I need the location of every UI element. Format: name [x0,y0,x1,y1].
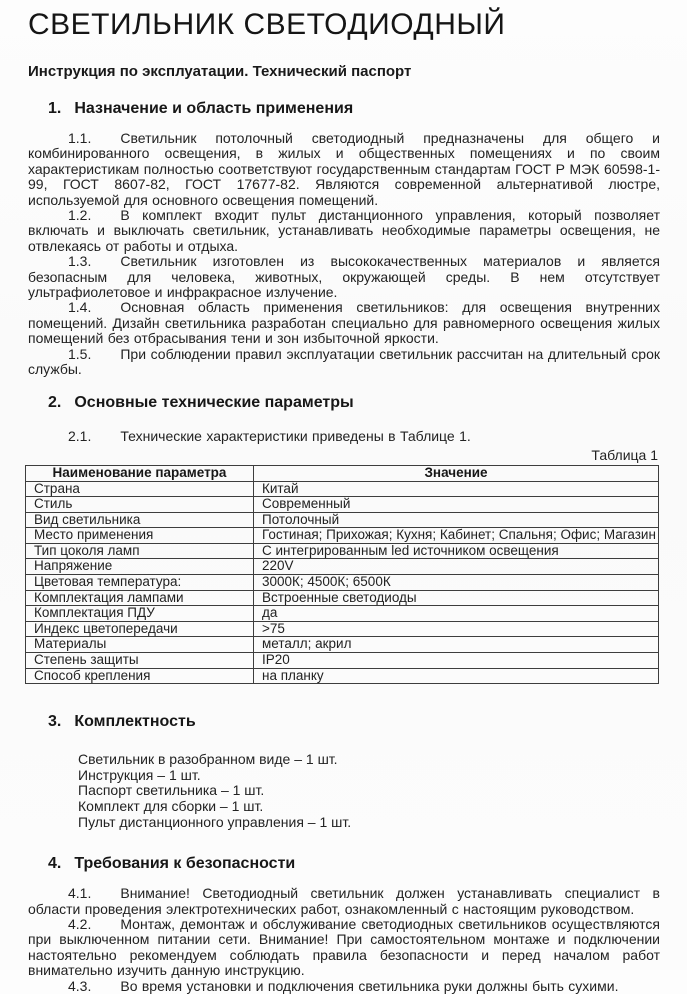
paragraph-4-1-number: 4.1. [68,885,92,902]
paragraph-4-1 [28,886,660,917]
table-caption: Таблица 1 [591,446,658,463]
table-row [26,543,659,559]
paragraph-1-1 [28,131,660,208]
paragraph-1-3 [28,254,660,300]
paragraph-4-2-number: 4.2. [68,916,92,932]
table-header-parameter: Наименование параметра [26,465,254,481]
param-name: Индекс цветопередачи [26,621,254,637]
table-row [26,653,659,669]
section-4-heading [28,854,660,873]
paragraph-2-1-number: 2.1. [68,427,92,444]
section-1-heading [28,99,660,118]
section-4-number: 4. [48,855,62,873]
paragraph-1-5 [28,347,660,378]
paragraph-1-1-text: Светильник потолочный светодиодный предназначены для общего и комбинированного освещения, в жилых и общественных помещениях и по своим характеристикам полностью соответствуют государственным стандартам ГОСТ Р МЭК 60598-1-99, ГОСТ 8607-82, ГОСТ 17677-82. Являются современной альтернативой люстре, используемой для основного освещения помещений. [28,130,660,208]
param-name: Цветовая температура: [26,575,254,591]
param-name: Вид светильника [26,512,254,528]
paragraph-4-1-text: Внимание! Светодиодный светильник должен устанавливать специалист в области проведения электротехнических работ, ознакомленный с настоящим руководством. [28,885,660,917]
document-subtitle: Инструкция по эксплуатации. Технический паспорт [28,63,412,80]
param-value: >75 [254,621,659,637]
paragraph-1-3-text: Светильник изготовлен из высококачественных материалов и является безопасным для человека, животных, окружающей среды. В нем отсутствует ультрафиолетовое и инфракрасное излучение. [28,253,660,301]
section-2-heading [28,393,660,412]
paragraph-1-2-number: 1.2. [68,207,92,224]
section-4-body [28,886,660,994]
table-header-value: Значение [254,465,659,481]
table-row [26,590,659,606]
param-name: Место применения [26,528,254,544]
kit-item: Комплект для сборки – 1 шт. [78,798,264,814]
param-value: на планку [254,668,659,684]
section-1-body [28,131,660,378]
param-value: металл; акрил [254,637,659,653]
paragraph-4-3-text: Во время установки и подключения светильника руки должны быть сухими. [120,977,619,994]
param-value: IP20 [254,653,659,669]
paragraph-1-3-number: 1.3. [68,253,92,270]
paragraph-4-2-text: Монтаж, демонтаж и обслуживание светодиодных светильников осуществляются при выключенном питании сети. Внимание! При самостоятельном монтаже и подключении настоятельно рекомендуем соблюдать правила безопасности и перед началом работ внимательно изучить данную инструкцию. [28,916,660,979]
kit-item: Пульт дистанционного управления – 1 шт. [78,813,352,830]
section-3-title: Комплектность [74,713,196,731]
table-row [26,528,659,544]
table-header-row [26,465,659,481]
param-name: Напряжение [26,559,254,575]
param-name: Тип цоколя ламп [26,543,254,559]
section-3-heading [28,712,660,731]
paragraph-4-2 [28,917,660,979]
paragraph-1-2-text: В комплект входит пульт дистанционного управления, который позволяет включать и выключать светильник, устанавливать необходимые параметры освещения, не отвлекаясь от работы и отдыха. [28,207,660,254]
section-2-title: Основные технические параметры [74,393,354,411]
kit-item: Инструкция – 1 шт. [78,766,201,783]
section-2-number: 2. [48,393,62,411]
param-value: Китай [254,481,659,497]
param-name: Стиль [26,497,254,513]
paragraph-1-4 [28,300,660,346]
table-row [26,481,659,497]
kit-item: Светильник в разобранном виде – 1 шт. [78,751,338,768]
param-value: Современный [254,497,659,513]
param-name: Комплектация лампами [26,590,254,606]
paragraph-1-5-number: 1.5. [68,345,92,362]
section-3-number: 3. [48,713,62,731]
table-row [26,606,659,622]
document-title: СВЕТИЛЬНИК СВЕТОДИОДНЫЙ [28,8,506,41]
table-row [26,512,659,528]
param-name: Способ крепления [26,668,254,684]
param-name: Материалы [26,637,254,653]
param-value: да [254,606,659,622]
param-value: С интегрированным led источником освещения [254,543,659,559]
param-value: 220V [254,559,659,575]
paragraph-1-5-text: При соблюдении правил эксплуатации светильник рассчитан на длительный срок службы. [28,345,660,378]
kit-contents-list [28,752,660,830]
param-value: 3000К; 4500К; 6500К [254,575,659,591]
parameters-table [25,465,659,684]
table-row [26,497,659,513]
param-value: Потолочный [254,512,659,528]
paragraph-1-2 [28,208,660,254]
paragraph-2-1 [28,429,660,444]
table-row [26,575,659,591]
kit-item: Паспорт светильника – 1 шт. [78,782,265,799]
paragraph-1-1-number: 1.1. [68,130,92,146]
paragraph-1-4-text: Основная область применения светильников: для освещения внутренних помещений. Дизайн светильника разработан специально для равномерного освещения жилых помещений без отбрасывания тени и зон избыточной яркости. [28,299,660,347]
table-row [26,621,659,637]
param-name: Комплектация ПДУ [26,606,254,622]
param-name: Степень защиты [26,653,254,669]
paragraph-1-4-number: 1.4. [68,299,92,316]
table-row [26,668,659,684]
paragraph-4-3 [28,979,660,994]
section-1-number: 1. [48,100,62,117]
table-row [26,559,659,575]
param-value: Гостиная; Прихожая; Кухня; Кабинет; Спальня; Офис; Магазин [254,528,659,544]
section-4-title: Требования к безопасности [74,855,296,873]
param-value: Встроенные светодиоды [254,590,659,606]
param-name: Страна [26,481,254,497]
table-row [26,637,659,653]
paragraph-2-1-text: Технические характеристики приведены в Таблице 1. [120,427,471,444]
section-1-title: Назначение и область применения [74,100,354,117]
paragraph-4-3-number: 4.3. [68,977,92,994]
